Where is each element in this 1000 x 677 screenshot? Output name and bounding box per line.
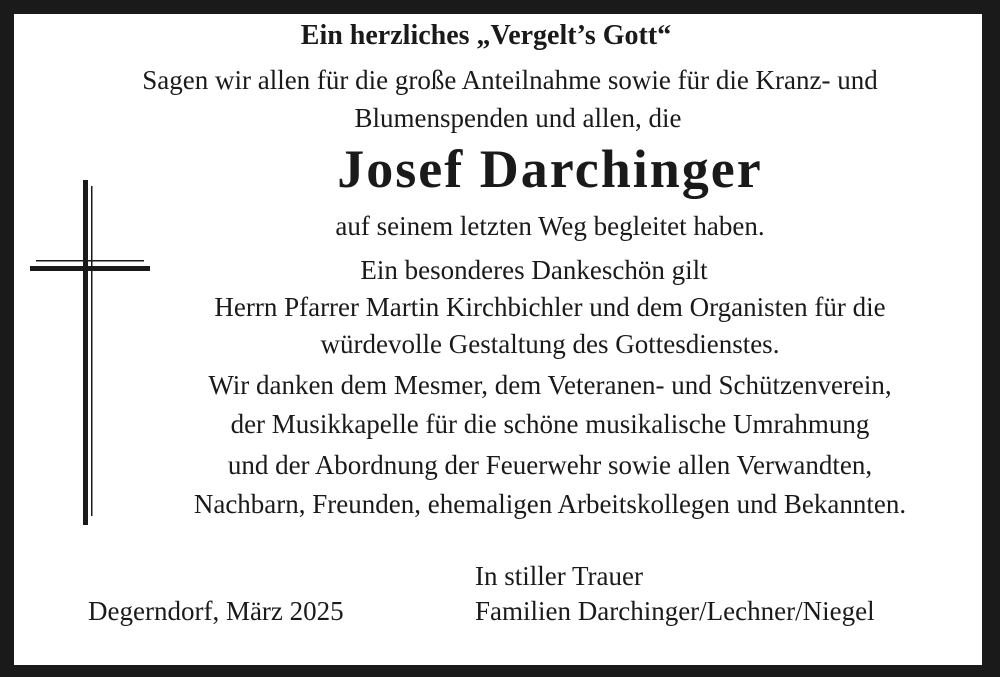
cross-icon xyxy=(30,180,150,525)
thanks-line-10: Nachbarn, Freunden, ehemaligen Arbeitskollegen und Bekannten. xyxy=(193,489,907,519)
thanks-line-3: auf seinem letzten Weg begleitet haben. xyxy=(335,211,765,241)
thanks-line-8: der Musikkapelle für die schöne musikalische Umrahmung xyxy=(230,409,870,439)
notice-heading: Ein herzliches „Vergelt’s Gott“ xyxy=(300,20,672,51)
thanks-line-9: und der Abordnung der Feuerwehr sowie allen Verwandten, xyxy=(227,450,873,480)
thanks-line-4: Ein besonderes Dankeschön gilt xyxy=(360,255,708,285)
thanks-line-6: würdevolle Gestaltung des Gottesdienstes. xyxy=(320,329,780,359)
thanks-line-1: Sagen wir allen für die große Anteilnahme sowie für die Kranz- und xyxy=(142,65,878,95)
mourning-label: In stiller Trauer xyxy=(475,561,643,591)
thanks-line-7: Wir danken dem Mesmer, dem Veteranen- und Schützenverein, xyxy=(208,370,892,400)
families-signature: Familien Darchinger/Lechner/Niegel xyxy=(475,596,875,626)
deceased-name: Josef Darchinger xyxy=(337,139,763,199)
thanks-line-5: Herrn Pfarrer Martin Kirchbichler und dem Organisten für die xyxy=(214,292,886,322)
place-date: Degerndorf, März 2025 xyxy=(88,596,344,626)
thanks-line-2: Blumenspenden und allen, die xyxy=(354,103,682,133)
